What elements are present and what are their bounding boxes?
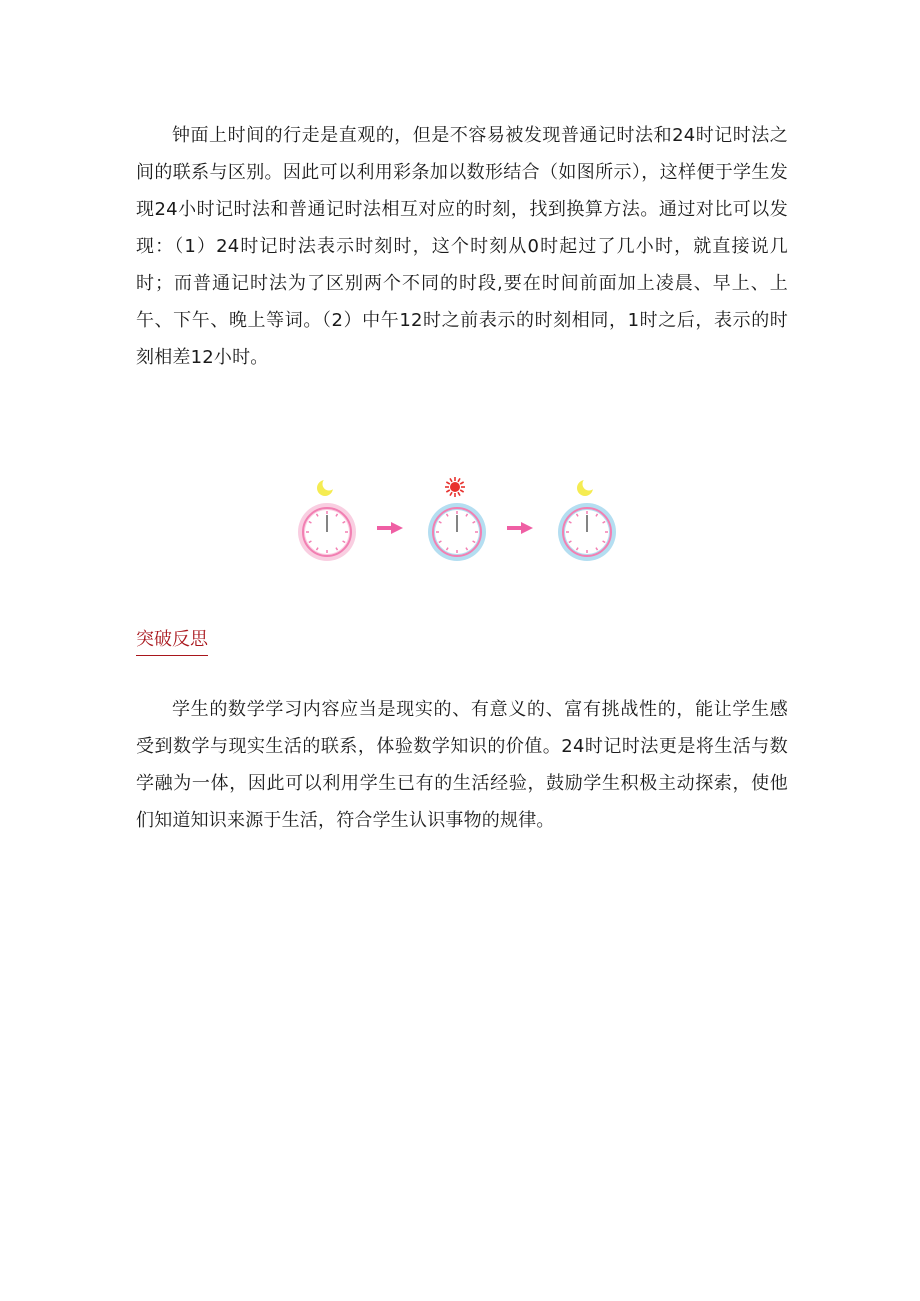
- clock-3: [558, 478, 616, 562]
- arrow-head: [521, 522, 533, 534]
- sun-ray: [446, 490, 449, 492]
- sun-icon: [445, 477, 465, 497]
- moon-icon-cutout: [323, 478, 336, 491]
- clock-1: [298, 478, 356, 562]
- sun-ray: [458, 492, 460, 495]
- moon-icon-cutout: [583, 478, 596, 491]
- arrow-shaft: [377, 526, 393, 530]
- arrow-shaft: [507, 526, 523, 530]
- clock-2: [428, 477, 486, 561]
- clock-diagram-figure: [295, 474, 630, 566]
- body-paragraph-2: 学生的数学学习内容应当是现实的、有意义的、富有挑战性的，能让学生感受到数学与现实生活的联系，体验数学知识的价值。24时记时法更是将生活与数学融为一体，因此可以利用学生已有的生活经验，鼓励学生积极主动探索，使他们知道知识来源于生活，符合学生认识事物的规律。: [136, 699, 788, 831]
- clock-diagram-svg: [295, 474, 630, 566]
- arrow-icon: [507, 522, 533, 534]
- sun-ray: [446, 482, 449, 484]
- arrow-icon: [377, 522, 403, 534]
- section-heading[interactable]: 突破反思: [136, 625, 208, 656]
- sun-ray: [450, 478, 452, 481]
- sun-ray: [458, 478, 460, 481]
- sun-ray: [460, 490, 463, 492]
- sun-ray: [460, 482, 463, 484]
- body-paragraph-1: 钟面上时间的行走是直观的，但是不容易被发现普通记时法和24时记时法之间的联系与区别。因此可以利用彩条加以数形结合（如图所示），这样便于学生发现24小时记时法和普通记时法相互对应的时刻，找到换算方法。通过对比可以发现：（1）24时记时法表示时刻时，这个时刻从0时起过了几小时，就直接说几时；而普通记时法为了区别两个不同的时段,要在时间前面加上凌晨、早上、上午、下午、晚上等词。（2）中午12时之前表示的时刻相同，1时之后，表示的时刻相差12小时。: [136, 125, 788, 368]
- sun-ray: [450, 492, 452, 495]
- sun-core: [450, 482, 460, 492]
- arrow-head: [391, 522, 403, 534]
